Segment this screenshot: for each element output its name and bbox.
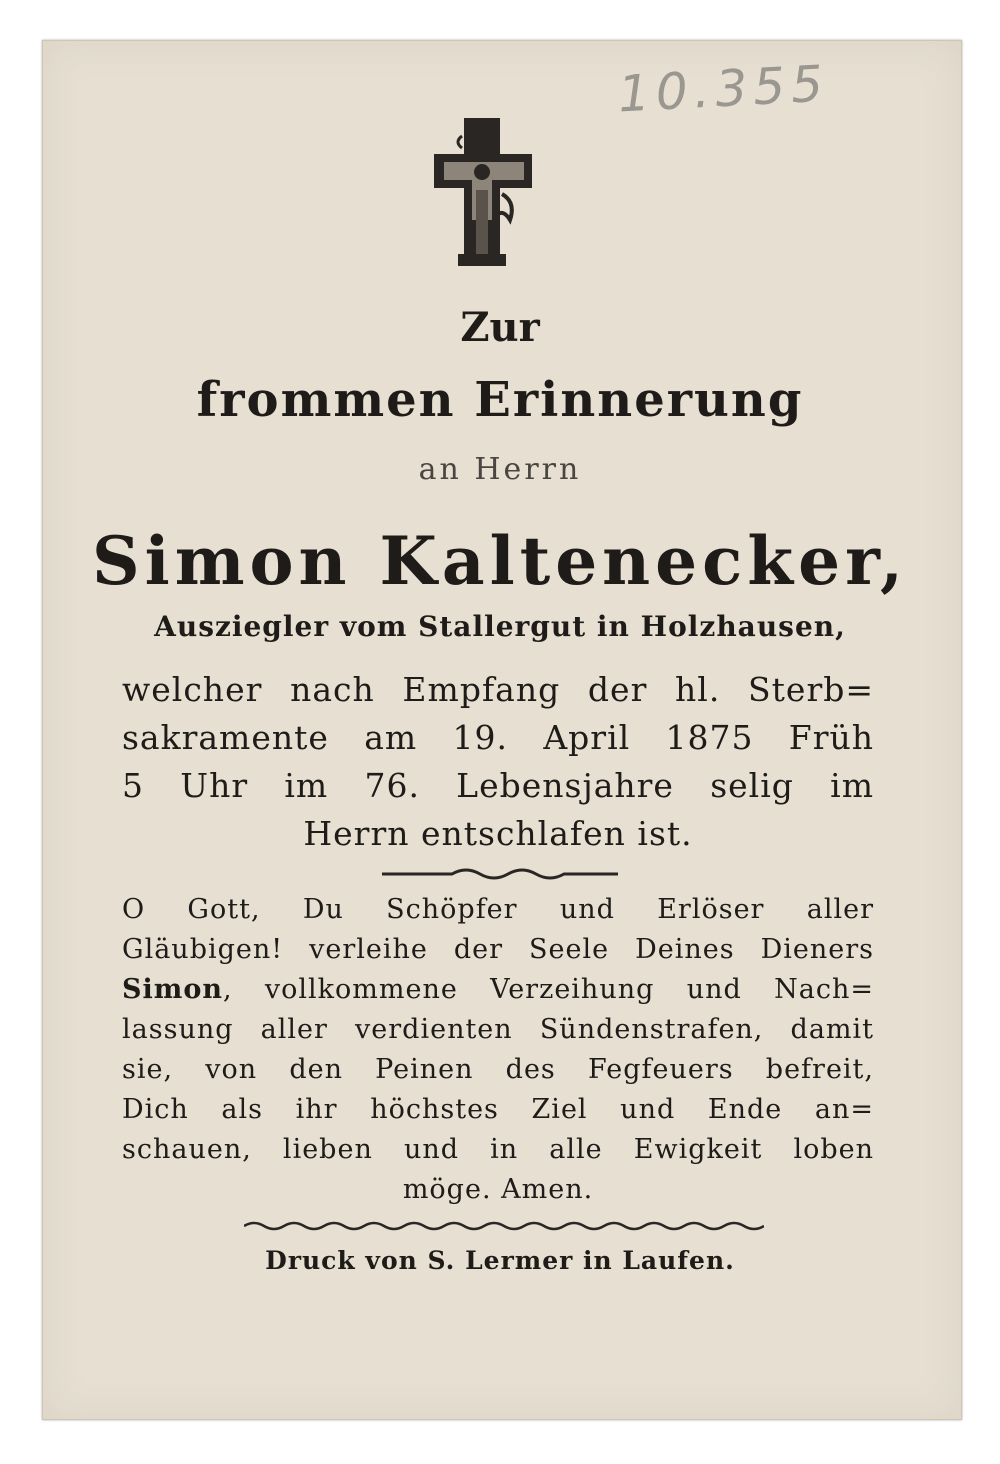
heading-frommen-erinnerung: frommen Erinnerung: [196, 372, 804, 428]
ornamental-divider: [382, 864, 618, 884]
heading-an-herrn: an Herrn: [418, 452, 582, 487]
prayer: [122, 890, 874, 1210]
prayer-line: schauen, lieben und in alle Ewigkeit loben: [122, 1134, 874, 1165]
printer-imprint: Druck von S. Lermer in Laufen.: [265, 1246, 735, 1275]
prayer-line: [122, 970, 874, 1010]
death-notice-line: sakramente am 19. April 1875 Früh: [122, 718, 874, 757]
ornamental-divider: [244, 1216, 764, 1236]
prayer-line: O Gott, Du Schöpfer und Erlöser aller: [122, 894, 874, 925]
prayer-line: Dich als ihr höchstes Ziel und Ende an=: [122, 1094, 874, 1125]
death-notice-line: 5 Uhr im 76. Lebensjahre selig im: [122, 766, 874, 805]
heading-zur: Zur: [460, 304, 540, 351]
death-notice: [122, 666, 874, 858]
deceased-occupation: Ausziegler vom Stallergut in Holzhausen,: [154, 610, 846, 643]
prayer-line: möge. Amen.: [402, 1174, 594, 1205]
death-notice-line: welcher nach Empfang der hl. Sterb=: [122, 670, 874, 709]
prayer-line: lassung aller verdienten Sündenstrafen, damit: [122, 1014, 874, 1045]
prayer-line: sie, von den Peinen des Fegfeuers befreit,: [122, 1054, 874, 1085]
inventory-number: 10.355: [616, 54, 831, 124]
prayer-line-rest: , vollkommene Verzeihung und Nach=: [222, 974, 874, 1005]
prayer-name: Simon: [122, 974, 223, 1005]
prayer-line: Gläubigen! verleihe der Seele Deines Dieners: [122, 934, 874, 965]
deceased-name: Simon Kaltenecker,: [91, 522, 909, 600]
cross-icon: [432, 116, 534, 268]
death-notice-line: Herrn entschlafen ist.: [303, 814, 693, 853]
